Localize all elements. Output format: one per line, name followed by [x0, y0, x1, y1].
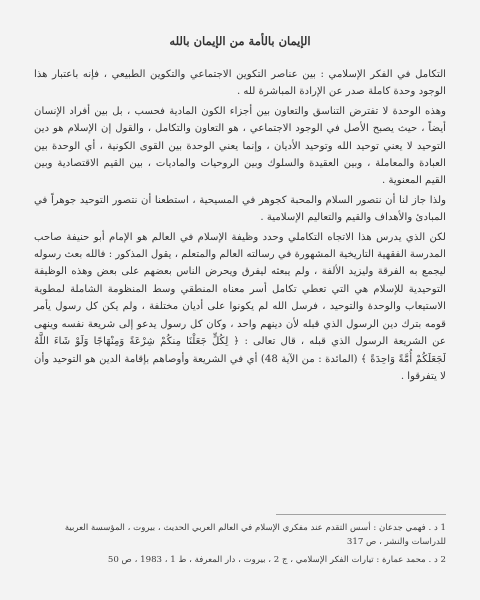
paragraph-2: وهذه الوحدة لا تفترض التناسق والتعاون بين أجزاء الكون المادية فحسب ، بل بين أفراد الإنسان أيضاً ، حيث يصبح الأصل في الوجود الاجتماعي ، هو التعاون والتكامل ، والقول إن الإسلام هو دين التوحيد لا يعني توحيد الله وتوحيد الأديان ، وإنما يعني الوحدة بين القوى الكونية ، أي الوحدة بين العبادة والمعاملة ، وبين العقيدة والسلوك وبين الروحيات والماديات ، بين القيم الاقتصادية وبين القيم المعنوية .	[34, 105, 446, 187]
paragraph-1: التكامل في الفكر الإسلامي : بين عناصر التكوين الاجتماعي والتكوين الطبيعي ، فإنه باعتبار هذا الوجود وحدة كاملة صدر عن الإرادة المباشرة لله .	[34, 69, 446, 98]
paragraph-4: لكن الذي يدرس هذا الاتجاه التكاملي وحدد وظيفة الإسلام في العالم هو الإمام أبو حنيفة صاحب المدرسة الفقهية التاريخية المشهورة في رسالته العالم والمتعلم ، يقول المذكور : فالله بعث رسوله ليجمع به الفرقة وليزيد الألفة ، ولم يبعثه ليفرق ويحرض الناس بعضهم على بعض وهذه الوظيفة التوحيدية للإسلام هي التي تعطي تكامل أسر معناه المنطقي وسط المنظومة الشاملة لمطوية الاستيعاب والوحدة والتوحيد ، فرسل الله لم يكونوا على أديان مختلفة ، ولم يكن كل رسول يأمر قومه بترك دين الرسول الذي قبله لأن دينهم واحد ، وكان كل رسول يدعو إلى شريعة نفسه وينهى عن الشريعة الرسول الذي قبله ، قال تعالى : ﴿ لِكُلٍّ جَعَلْنَا مِنكُمْ شِرْعَةً وَمِنْهَاجًا وَلَوْ شَاءَ اللَّهُ لَجَعَلَكُمْ أُمَّةً وَاحِدَةً ﴾ (المائدة : من الآية 48) أي في الشريعة وأوصاهم بإقامة الدين هو التوحيد وأن لا يتفرقوا .	[34, 231, 446, 382]
paragraph-3: ولذا جاز لنا أن نتصور السلام والمحبة كجوهر في المسيحية ، استطعنا أن نتصور التوحيد جوهراً في المبادئ والأهداف والقيم والتعاليم الإسلامية .	[34, 194, 446, 224]
document-body	[34, 66, 446, 385]
footnote-2: 2 د . محمد عمارة : تيارات الفكر الإسلامي ، ج 2 ، بيروت ، دار المعرفة ، ط 1 ، 1983 ، ص 50	[107, 555, 446, 565]
page-title: الإيمان بالأمة من الإيمان بالله	[169, 34, 311, 48]
footnote-divider	[276, 514, 446, 515]
footnote-1: 1 د . فهمي جدعان : أسس التقدم عند مفكري الإسلام في العالم العربي الحديث ، بيروت ، المؤسسة العربية للدراسات والنشر ، ص 317	[64, 523, 446, 547]
footnotes	[34, 521, 446, 571]
